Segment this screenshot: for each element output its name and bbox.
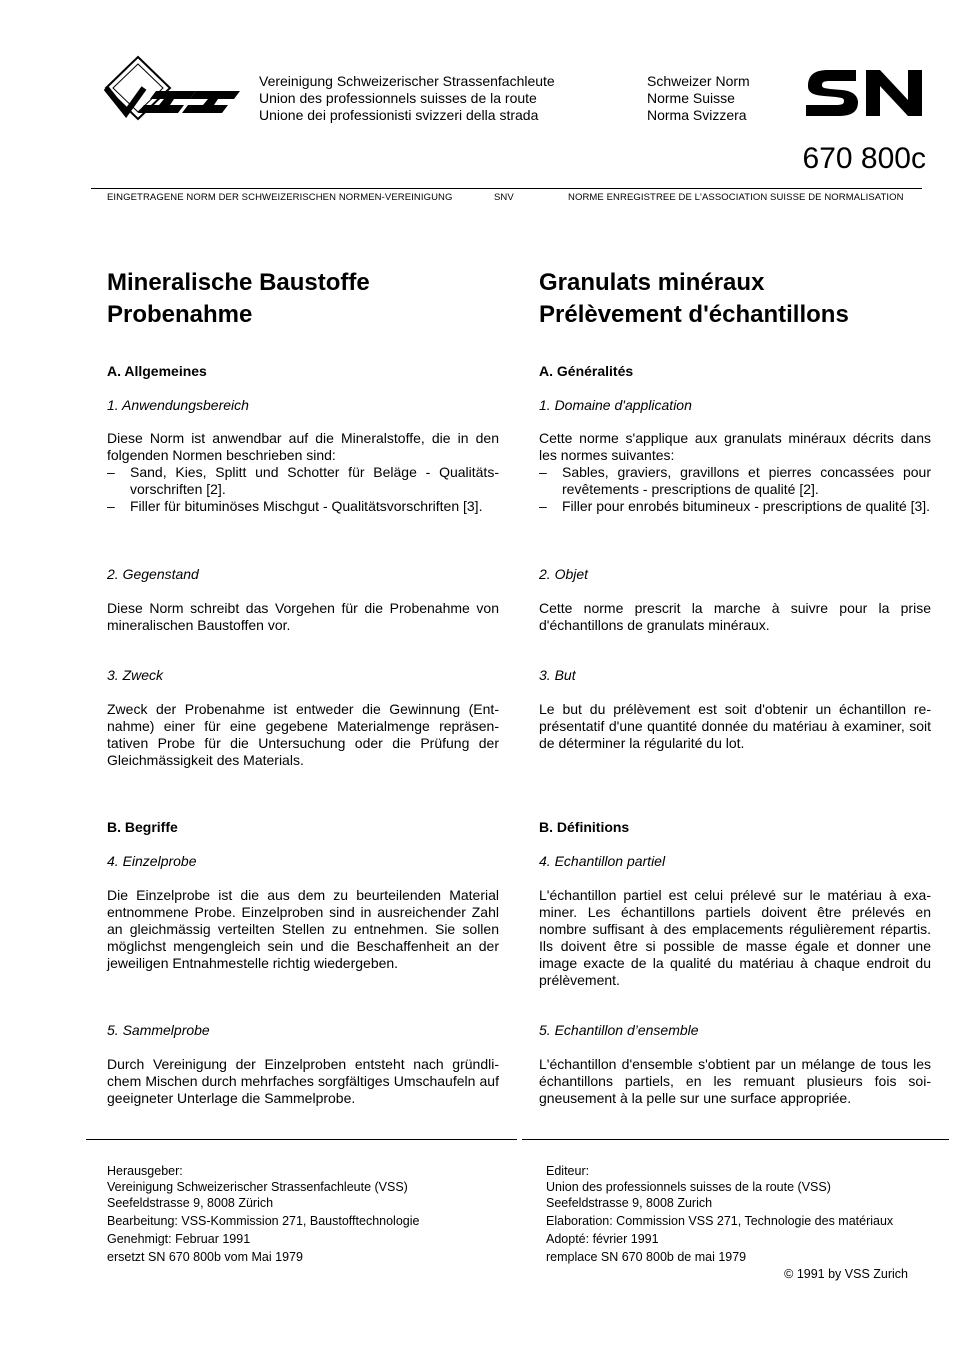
norm-type-it: Norma Svizzera (647, 107, 747, 123)
copyright: © 1991 by VSS Zurich (784, 1267, 908, 1281)
editing-de: Bearbeitung: VSS-Kommission 271, Baustofftechnologie (107, 1214, 420, 1228)
clause-4-title-de: 4. Einzelprobe (107, 853, 197, 869)
clause-2-title-de: 2. Gegenstand (107, 566, 199, 582)
norm-number: 670 800c (802, 142, 926, 175)
list-item: – Sand, Kies, Splitt und Schotter für Beläge - Qualitätsvorschriften [2]. (107, 464, 499, 498)
clause-2-text-de: Diese Norm schreibt das Vorgehen für die Probenahme von mineralischen Baustoffen vor. (107, 600, 499, 633)
french-column (539, 267, 931, 331)
list-item: – Filler für bituminöses Mischgut - Qualitätsvorschriften [3]. (107, 498, 499, 515)
clause-1-body-fr (539, 430, 931, 515)
clause-1-text-fr: Cette norme s'applique aux granulats minéraux décrits dans les normes suivantes: (539, 430, 931, 463)
publisher-label-fr: Editeur: (546, 1164, 590, 1178)
clause-1-list-de (107, 464, 499, 515)
registration-mid: SNV (494, 192, 514, 203)
clause-1-title-de: 1. Anwendungsbereich (107, 397, 249, 413)
sn-logo (804, 68, 926, 118)
clause-1-text-de: Diese Norm ist anwendbar auf die Mineralstoffe, die in den folgenden Normen beschrieben sind: (107, 430, 499, 463)
clause-3-text-fr: Le but du prélèvement est soit d'obtenir un échantillon représentatif d'une quantité donnée du matériau à examiner, soit de déterminer la régularité du lot. (539, 701, 931, 751)
clause-2-text-fr: Cette norme prescrit la marche à suivre pour la prise d'échantillons de granulats minéraux. (539, 600, 931, 633)
section-a-heading-de: A. Allgemeines (107, 363, 207, 379)
clause-4-text-de: Die Einzelprobe ist die aus dem zu beurteilenden Material entnommene Probe. Einzelproben sind in ausreichender Zahl an gleichmässig verteilten Stellen zu entnehmen. Sie sollen möglichst mengengleich sein und die Beschaffenheit an der jeweiligen Entnahmestelle richtig wiedergeben. (107, 887, 499, 971)
clause-3-title-fr: 3. But (539, 667, 576, 683)
clause-2-title-fr: 2. Objet (539, 566, 589, 582)
header-rule (91, 188, 922, 189)
norm-type-de: Schweizer Norm (647, 73, 750, 89)
title-fr-line2: Prélèvement d'échantillons (539, 301, 849, 328)
approved-de: Genehmigt: Februar 1991 (107, 1232, 251, 1246)
clause-4-text-fr: L'échantillon partiel est celui prélevé sur le matériau à examiner. Les échantillons partiels doivent être prélevés en nombre suffisant à des emplacements régulièrement répartis. Ils doivent être si possible de masse égale et donner une image exacte de la qualité du matériau à chaque endroit du prélèvement. (539, 887, 931, 988)
org-name-it: Unione dei professionisti svizzeri della strada (259, 107, 539, 123)
title-de-line1: Mineralische Baustoffe (107, 269, 370, 296)
clause-5-text-de: Durch Vereinigung der Einzelproben entsteht nach gründlichem Mischen durch mehrfaches sorgfältiges Umschaufeln auf geeigneter Unterlage die Sammelprobe. (107, 1056, 499, 1106)
organisation-names (259, 73, 555, 124)
publisher-address-de: Seefeldstrasse 9, 8008 Zürich (107, 1196, 274, 1210)
title-de-line2: Probenahme (107, 301, 253, 328)
section-b-heading-fr: B. Définitions (539, 819, 630, 835)
clause-1-body-de (107, 430, 499, 515)
list-item: – Sables, graviers, gravillons et pierres concassées pour revêtements - prescriptions de qualité [2]. (539, 464, 931, 498)
footer-rule-left (86, 1139, 517, 1140)
publisher-label-de: Herausgeber: (107, 1164, 183, 1178)
registration-right: NORME ENREGISTREE DE L'ASSOCIATION SUISSE DE NORMALISATION (568, 192, 904, 203)
norm-type-names (647, 73, 750, 124)
footer-fr (546, 1163, 946, 1265)
section-a-heading-fr: A. Généralités (539, 363, 634, 379)
editing-fr: Elaboration: Commission VSS 271, Technologie des matériaux (546, 1214, 894, 1228)
clause-3-title-de: 3. Zweck (107, 667, 164, 683)
publisher-address-fr: Seefeldstrasse 9, 8008 Zurich (546, 1196, 713, 1210)
replaces-fr: remplace SN 670 800b de mai 1979 (546, 1250, 747, 1264)
org-name-de: Vereinigung Schweizerischer Strassenfachleute (259, 73, 555, 89)
german-column (107, 267, 499, 331)
replaces-de: ersetzt SN 670 800b vom Mai 1979 (107, 1250, 303, 1264)
org-name-fr: Union des professionnels suisses de la route (259, 90, 537, 106)
clause-1-list-fr (539, 464, 931, 515)
vss-logo (104, 55, 242, 121)
publisher-name-fr: Union des professionnels suisses de la route (VSS) (546, 1180, 831, 1194)
clause-5-title-de: 5. Sammelprobe (107, 1022, 210, 1038)
clause-1-title-fr: 1. Domaine d'application (539, 397, 692, 413)
footer-de (107, 1163, 517, 1265)
clause-5-text-fr: L'échantillon d'ensemble s'obtient par un mélange de tous les échantillons partiels, en les remuant plusieurs fois soigneusement à la pelle sur une surface appropriée. (539, 1056, 931, 1106)
publisher-name-de: Vereinigung Schweizerischer Strassenfachleute (VSS) (107, 1180, 408, 1194)
list-item: – Filler pour enrobés bitumineux - prescriptions de qualité [3]. (539, 498, 931, 515)
title-fr-line1: Granulats minéraux (539, 269, 765, 296)
clause-3-text-de: Zweck der Probenahme ist entweder die Gewinnung (Entnahme) einer für eine gegebene Materialmenge repräsentativen Probe für die Untersuchung oder die Prüfung der Gleichmässigkeit des Materials. (107, 701, 499, 768)
norm-type-fr: Norme Suisse (647, 90, 735, 106)
clause-5-title-fr: 5. Echantillon d’ensemble (539, 1022, 699, 1038)
footer-rule-right (522, 1139, 949, 1140)
section-b-heading-de: B. Begriffe (107, 819, 178, 835)
approved-fr: Adopté: février 1991 (546, 1232, 659, 1246)
clause-4-title-fr: 4. Echantillon partiel (539, 853, 666, 869)
registration-left: EINGETRAGENE NORM DER SCHWEIZERISCHEN NORMEN-VEREINIGUNG (107, 192, 453, 203)
